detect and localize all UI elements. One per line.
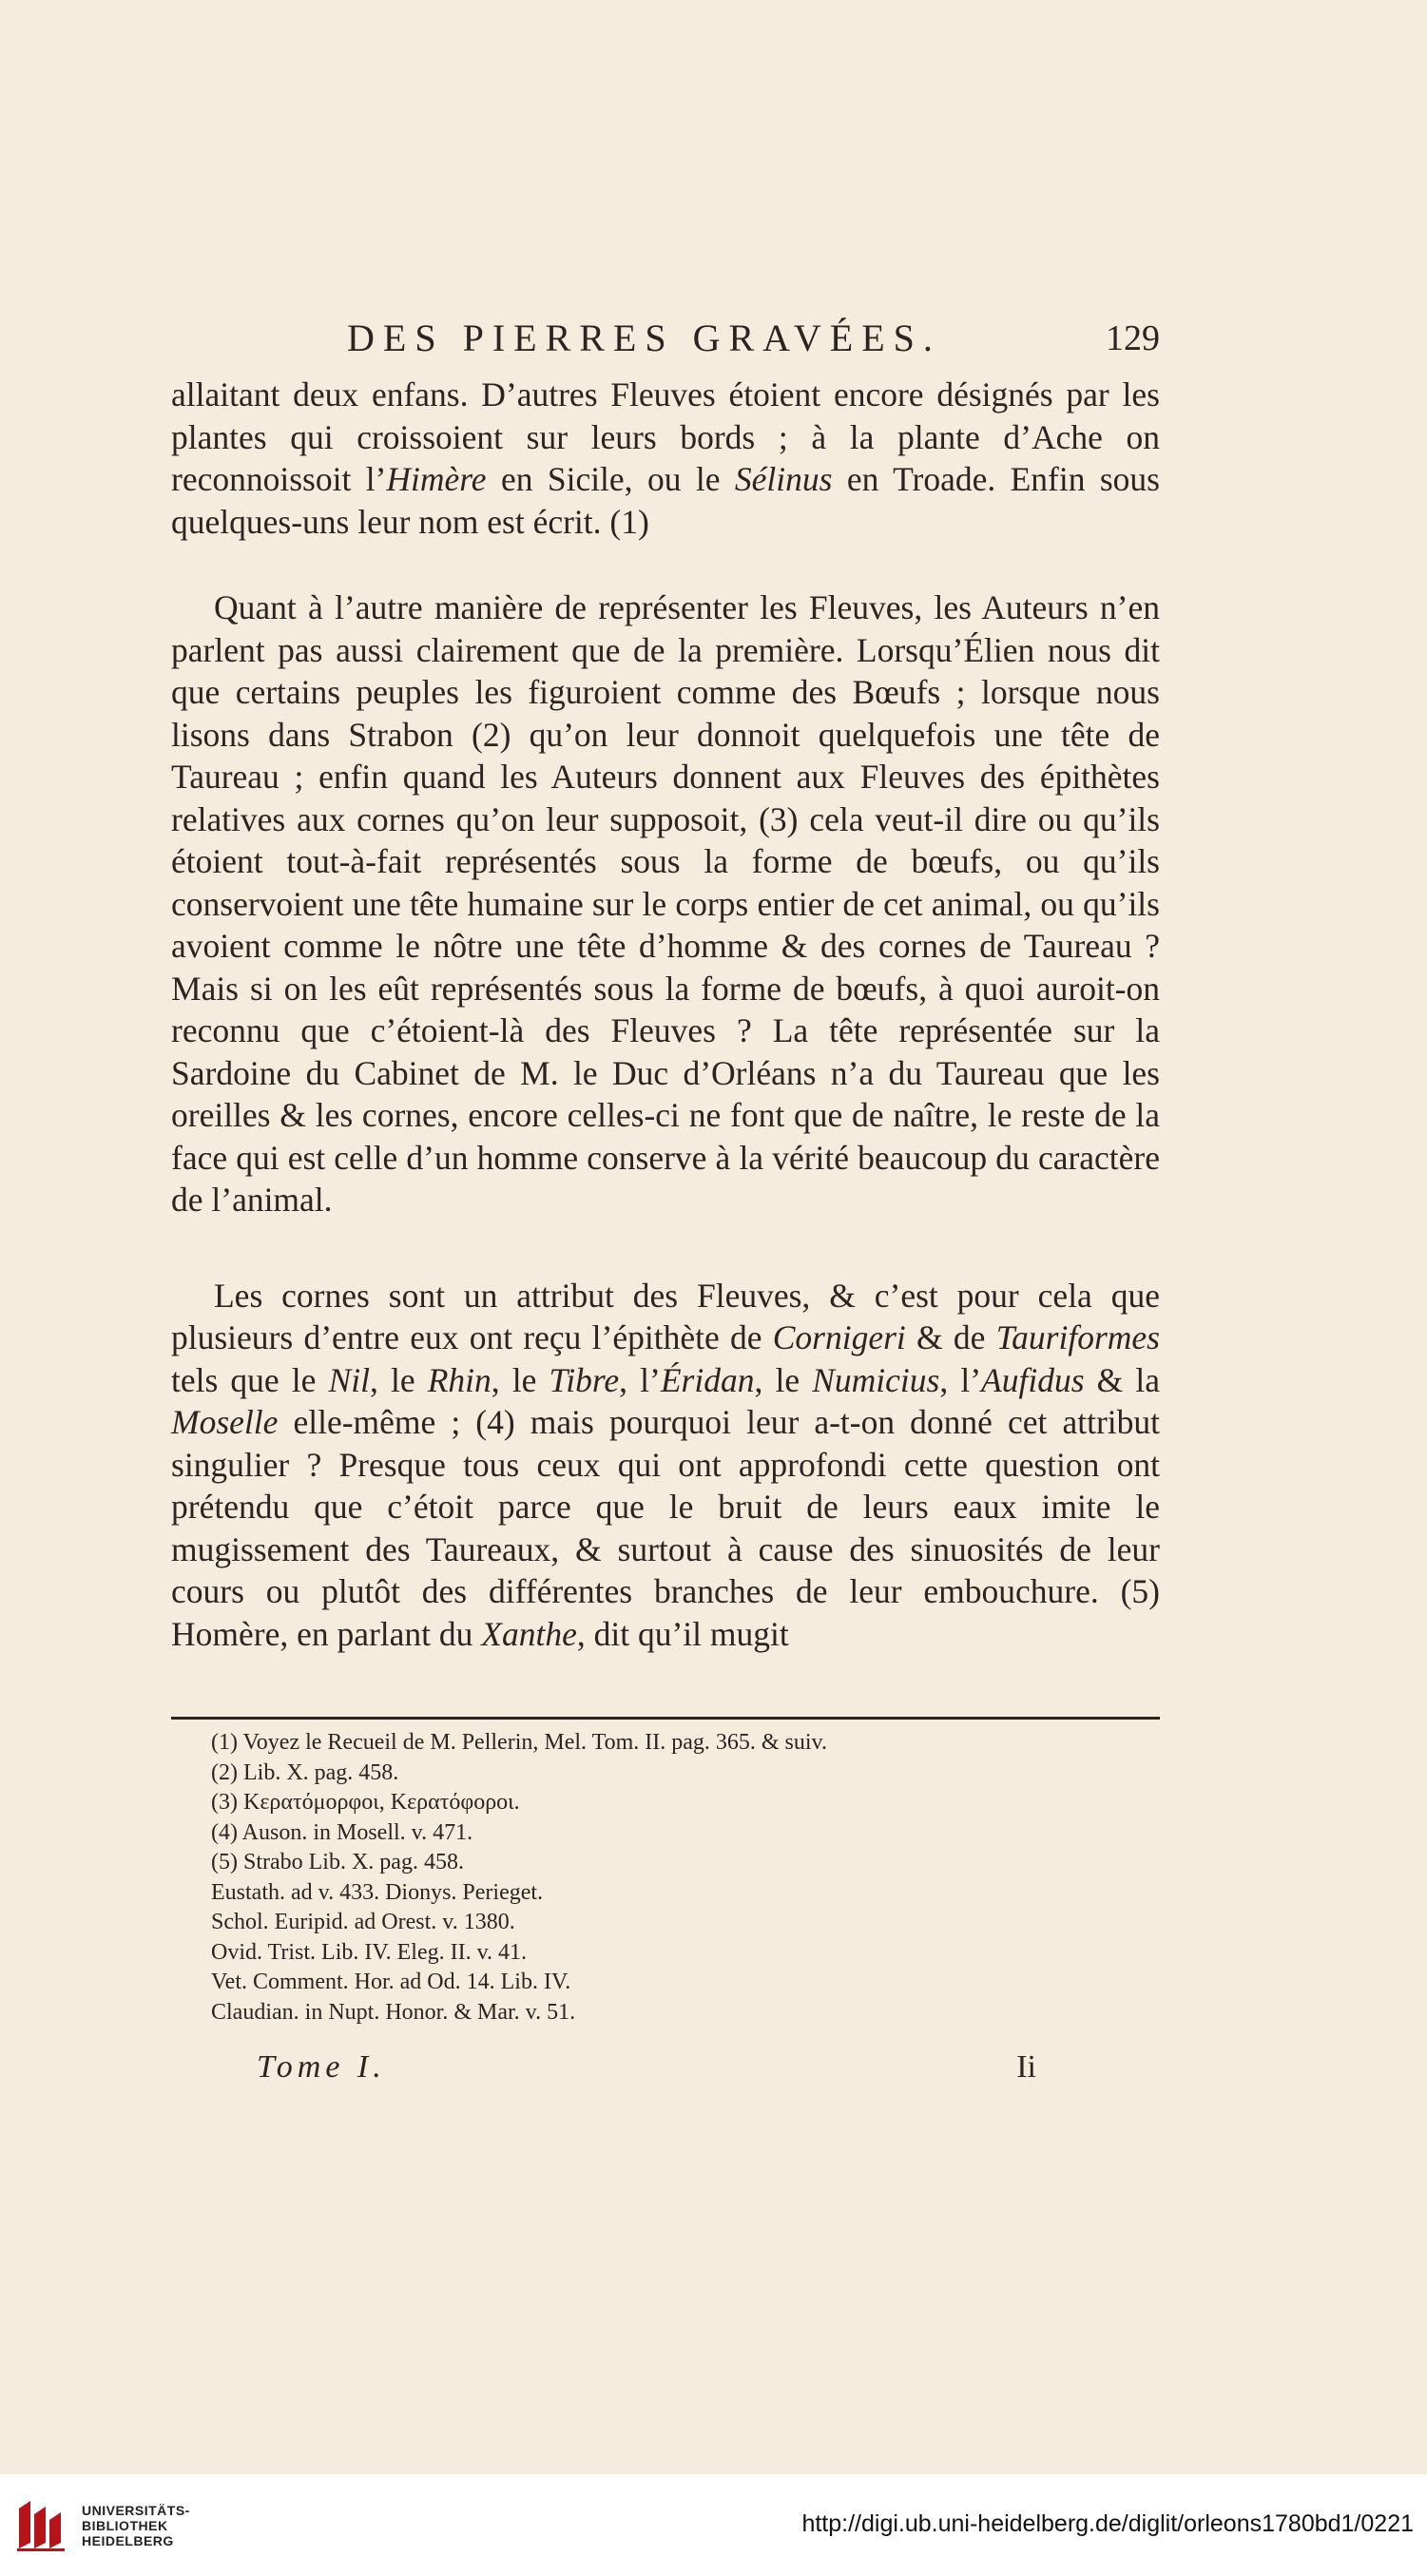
- text-run: , le: [369, 1360, 428, 1399]
- footnote-rule: [171, 1717, 1160, 1720]
- text-run: , l’: [939, 1360, 982, 1399]
- footnote: (4) Auson. in Mosell. v. 471.: [211, 1819, 473, 1845]
- text-run: , le: [491, 1360, 550, 1399]
- italic-term: Nil: [328, 1360, 370, 1399]
- footnote: Schol. Euripid. ad Orest. v. 1380.: [211, 1910, 515, 1934]
- text-run: , dit qu’il mugit: [576, 1614, 789, 1653]
- italic-term: Aufidus: [981, 1360, 1085, 1399]
- page-footer: [257, 2049, 1036, 2097]
- text-run: elle-même ; (4) mais pourquoi leur a-t-on donné cet attribut singulier ? Presque tous ceux qui ont approfondi cette question ont prétendu que c’étoit parce que le bruit de leurs eaux imite le mugissement des Taureaux, & surtout à cause des sinuosités de leur cours ou plutôt des différentes branches de leur embouchure. (5) Homère, en parlant du: [171, 1403, 1160, 1653]
- text-run: en Sicile, ou le: [486, 460, 735, 498]
- footnote: Eustath. ad v. 433. Dionys. Perieget.: [211, 1879, 544, 1905]
- footnote: Ovid. Trist. Lib. IV. Eleg. II. v. 41.: [211, 1939, 528, 1965]
- footnote: Claudian. in Nupt. Honor. & Mar. v. 51.: [211, 1999, 576, 2025]
- footnotes: [211, 1728, 1067, 2028]
- footnote: (5) Strabo Lib. X. pag. 458.: [211, 1850, 464, 1874]
- text-run: Quant à l’autre manière de représenter les Fleuves, les Auteurs n’en parlent pas aussi clairement que de la première. Lorsqu’Élien nous dit que certains peuples les figuroient comme des Bœufs ; lorsque nous lisons dans Strabon (2) qu’on leur donnoit quelquefois une tête de Taureau ; enfin quand les Auteurs donnent aux Fleuves des épithètes relatives aux cornes qu’on leur supposoit, (3) cela veut-il dire ou qu’ils étoient tout-à-fait représentés sous la forme de bœufs, ou qu’ils conservoient une tête humaine sur le corps entier de cet animal, ou qu’ils avoient comme le nôtre une tête d’homme & des cornes de Taureau ? Mais si on les eût représentés sous la forme de bœufs, à quoi auroit-on reconnu que c’étoient-là des Fleuves ? La tête représentée sur la Sardoine du Cabinet de M. le Duc d’Orléans n’a du Taureau que les oreilles & les cornes, encore celles-ci ne font que de naître, le reste de la face qui est celle d’un homme conserve à la vérité beaucoup du caractère de l’animal.: [171, 588, 1160, 1219]
- italic-term: Xanthe: [481, 1614, 577, 1653]
- text-run: & la: [1084, 1360, 1161, 1399]
- permalink-url[interactable]: http://digi.ub.uni-heidelberg.de/diglit/orleons1780bd1/0221: [801, 2510, 1414, 2537]
- italic-term: Moselle: [171, 1403, 279, 1441]
- signature-mark: Ii: [1016, 2049, 1036, 2085]
- footnote: (1) Voyez le Recueil de M. Pellerin, Mel. Tom. II. pag. 365. & suiv.: [211, 1730, 827, 1755]
- text-run: , l’: [619, 1360, 661, 1399]
- library-name: UNIVERSITÄTS- BIBLIOTHEK HEIDELBERG: [82, 2503, 190, 2548]
- italic-term: Éridan: [660, 1360, 755, 1399]
- footnote: Vet. Comment. Hor. ad Od. 14. Lib. IV.: [211, 1970, 571, 1994]
- text-run: allaitant deux enfans. D’autres Fleuves étoient encore désignés par les plantes qui croissoient sur leurs bords ; à la plante d’Ache on reconnoissoit l’: [171, 375, 1160, 498]
- body-text: [171, 374, 1160, 1655]
- footnote: (2) Lib. X. pag. 458.: [211, 1759, 399, 1785]
- text-run: , le: [754, 1360, 813, 1399]
- italic-term: Sélinus: [734, 460, 833, 498]
- page-header: [171, 316, 1160, 373]
- italic-term: Cornigeri: [772, 1318, 906, 1356]
- italic-term: Tauriformes: [995, 1318, 1160, 1356]
- text-run: tels que le: [171, 1360, 329, 1399]
- heidelberg-library-logo-icon: [13, 2495, 72, 2554]
- italic-term: Rhin: [427, 1360, 492, 1399]
- text-run: en Troade. Enfin sous quelques-uns leur nom est écrit. (1): [171, 460, 1160, 541]
- paragraph: [171, 1275, 1160, 1656]
- running-title: DES PIERRES GRAVÉES.: [347, 317, 941, 359]
- paragraph: [171, 586, 1160, 1221]
- italic-term: Numicius: [812, 1360, 940, 1399]
- text-run: Les cornes sont un attribut des Fleuves, & c’est pour cela que plusieurs d’entre eux ont reçu l’épithète de: [171, 1276, 1160, 1356]
- italic-term: Tibre: [549, 1360, 620, 1399]
- italic-term: Himère: [386, 460, 487, 498]
- volume-label: Tome I.: [257, 2049, 386, 2085]
- page-number: 129: [1106, 318, 1160, 358]
- text-run: & de: [905, 1318, 996, 1356]
- paragraph: [171, 374, 1160, 543]
- footnote: (3) Κερατόμορφοι, Κερατόφοροι.: [211, 1790, 520, 1815]
- bottom-bar: [0, 2474, 1427, 2576]
